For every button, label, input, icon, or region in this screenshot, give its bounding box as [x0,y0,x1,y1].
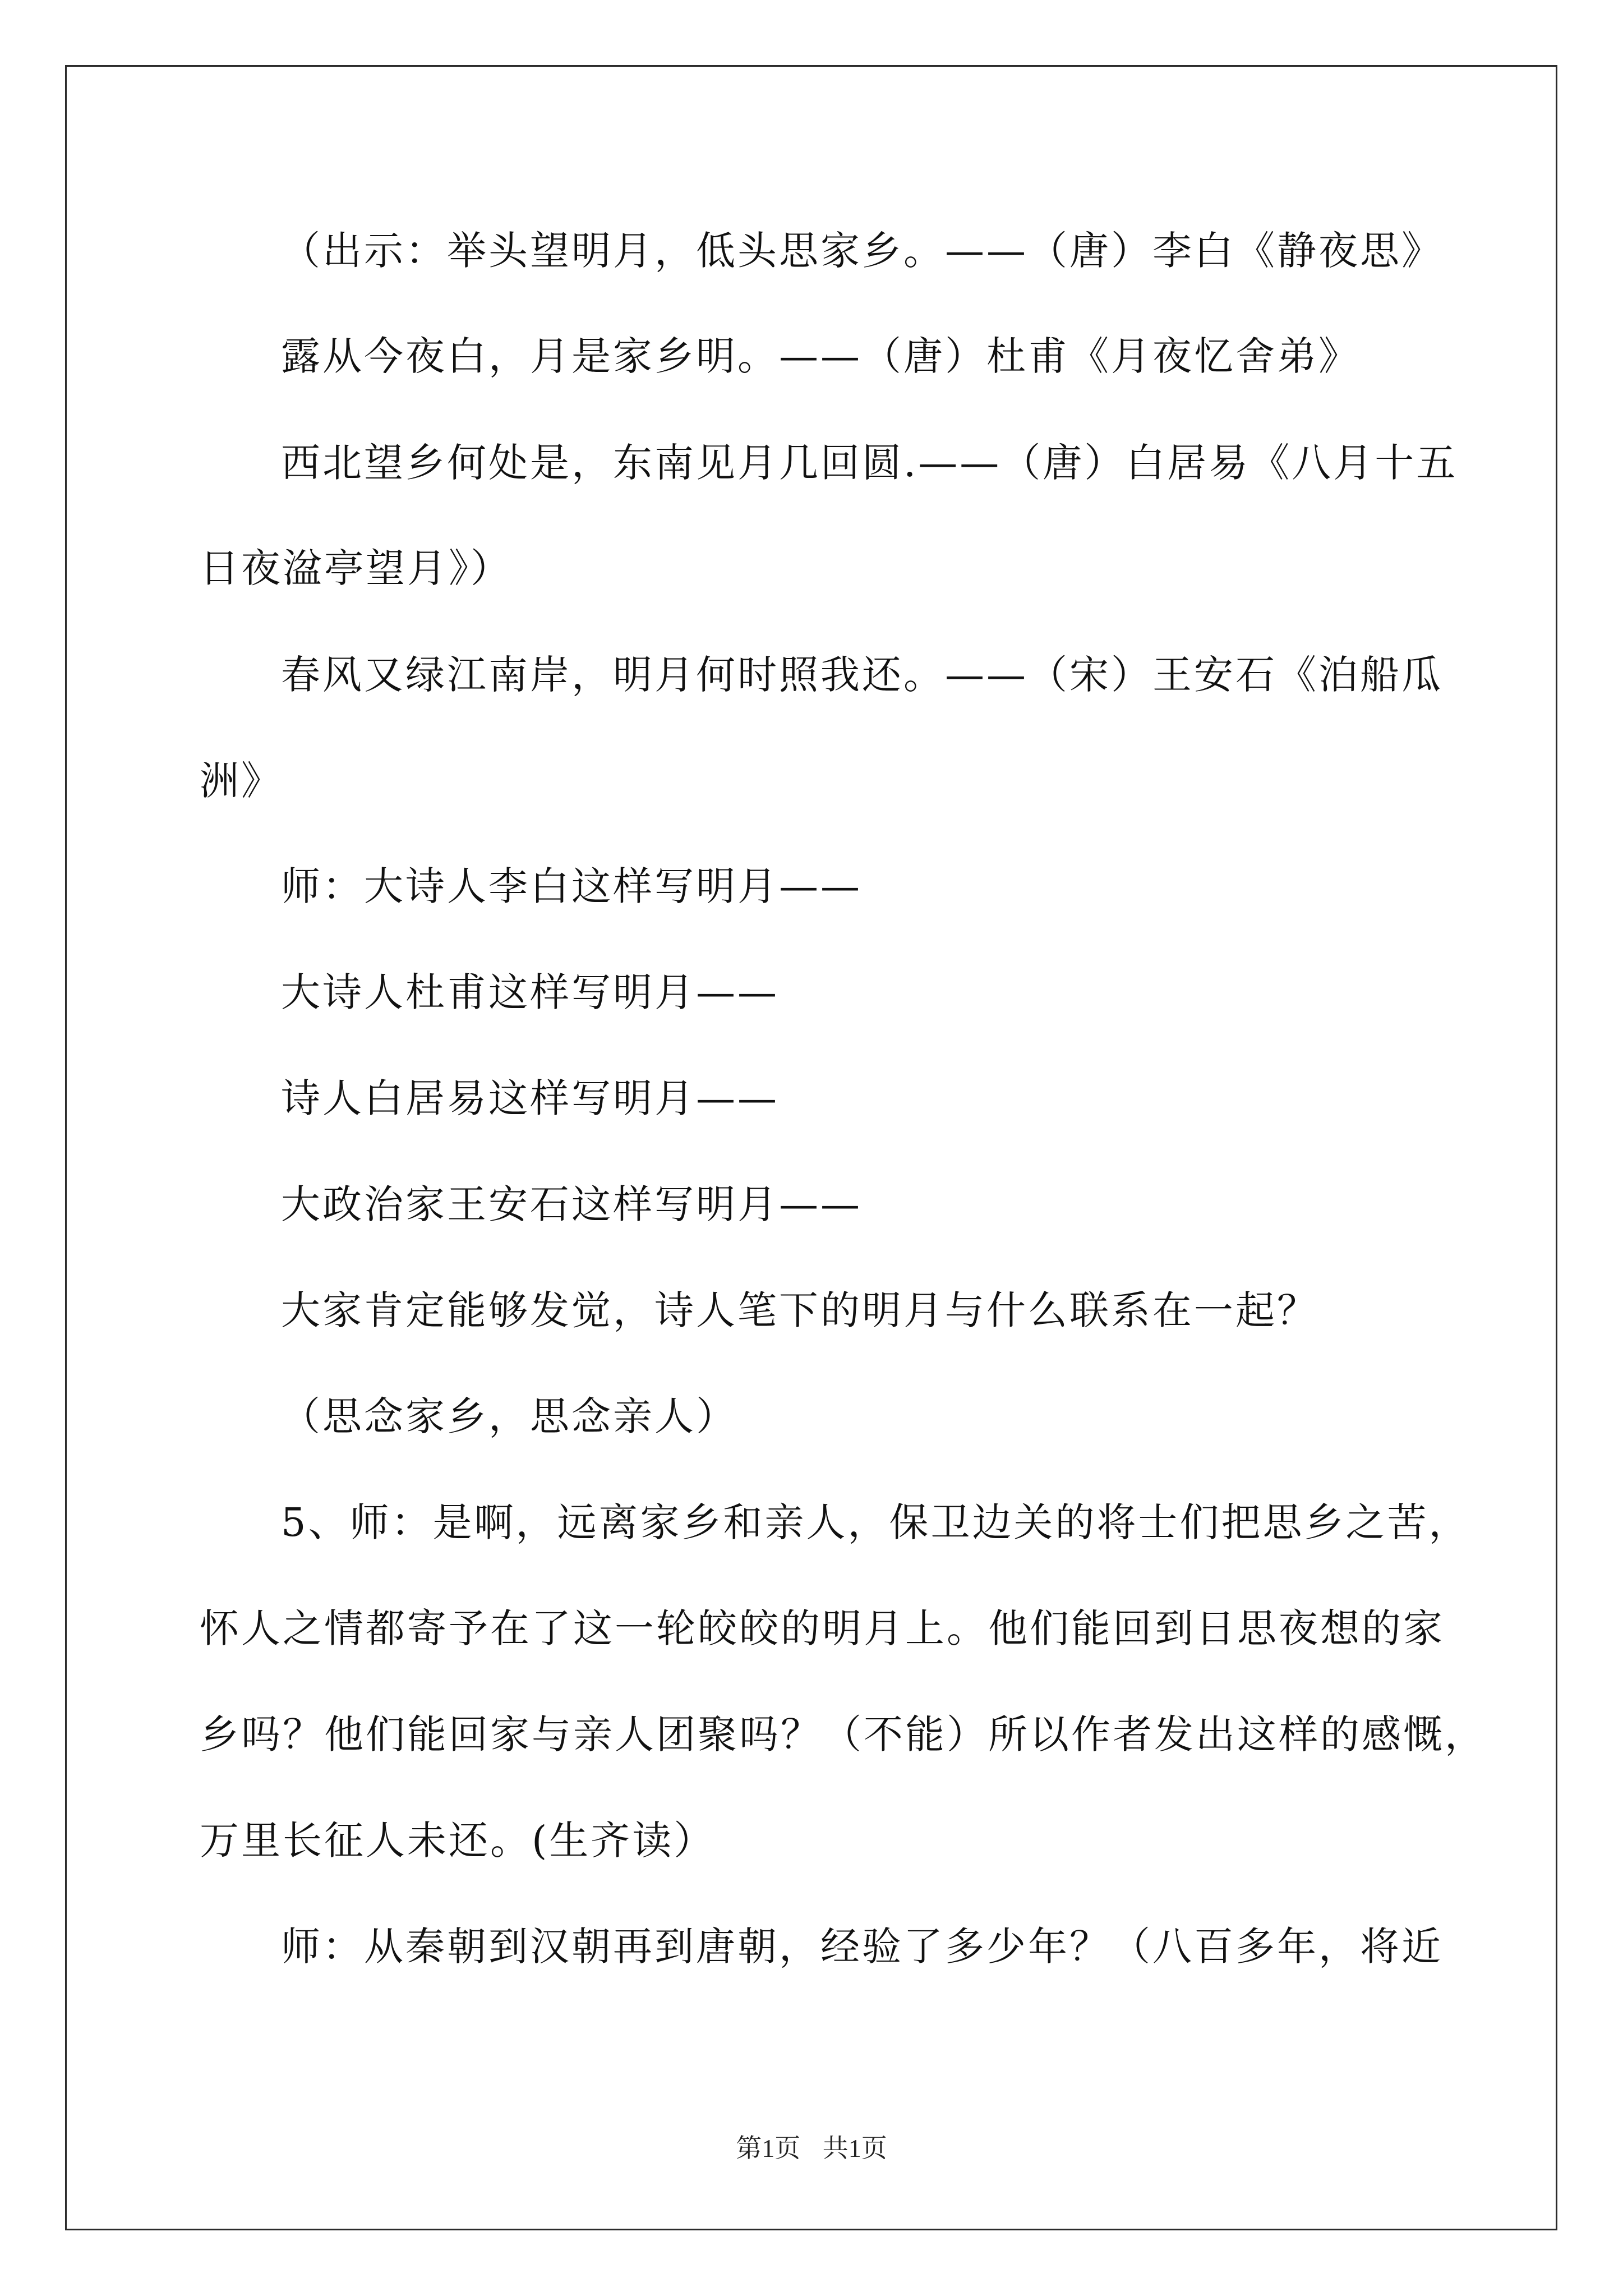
page-number: 第1页 [736,2134,801,2162]
page-total: 共1页 [822,2134,887,2162]
text-line: 乡吗？他们能回家与亲人团聚吗？（不能）所以作者发出这样的感慨， [200,1711,1486,1757]
text-line: 日夜湓亭望月》） [200,545,512,591]
text-line: 怀人之情都寄予在了这一轮皎皎的明月上。他们能回到日思夜想的家 [200,1605,1445,1651]
text-line: 西北望乡何处是，东南见月几回圆.——（唐）白居易《八月十五 [281,440,1458,486]
text-line: 大家肯定能够发觉，诗人笔下的明月与什么联系在一起？ [281,1287,1318,1333]
text-line: 露从今夜白，月是家乡明。——（唐）杜甫《月夜忆舍弟》 [281,333,1360,379]
page-footer [0,2132,1623,2165]
text-line: （出示：举头望明月，低头思家乡。——（唐）李白《静夜思》 [281,228,1443,274]
text-line: 大政治家王安石这样写明月—— [281,1181,862,1227]
text-line: 春风又绿江南岸，明月何时照我还。——（宋）王安石《泊船瓜 [281,652,1443,698]
text-line: 师：从秦朝到汉朝再到唐朝，经验了多少年？（八百多年，将近 [281,1924,1443,1970]
page-border [65,65,1557,2230]
text-line: （思念家乡，思念亲人） [281,1393,737,1439]
text-line: 5、师：是啊，远离家乡和亲人，保卫边关的将士们把思乡之苦， [281,1499,1470,1545]
text-line: 师：大诗人李白这样写明月—— [281,863,862,909]
text-line: 大诗人杜甫这样写明月—— [281,969,779,1015]
text-line: 洲》 [200,758,283,804]
text-line: 万里长征人未还。(生齐读） [200,1818,716,1864]
text-line: 诗人白居易这样写明月—— [281,1075,779,1121]
